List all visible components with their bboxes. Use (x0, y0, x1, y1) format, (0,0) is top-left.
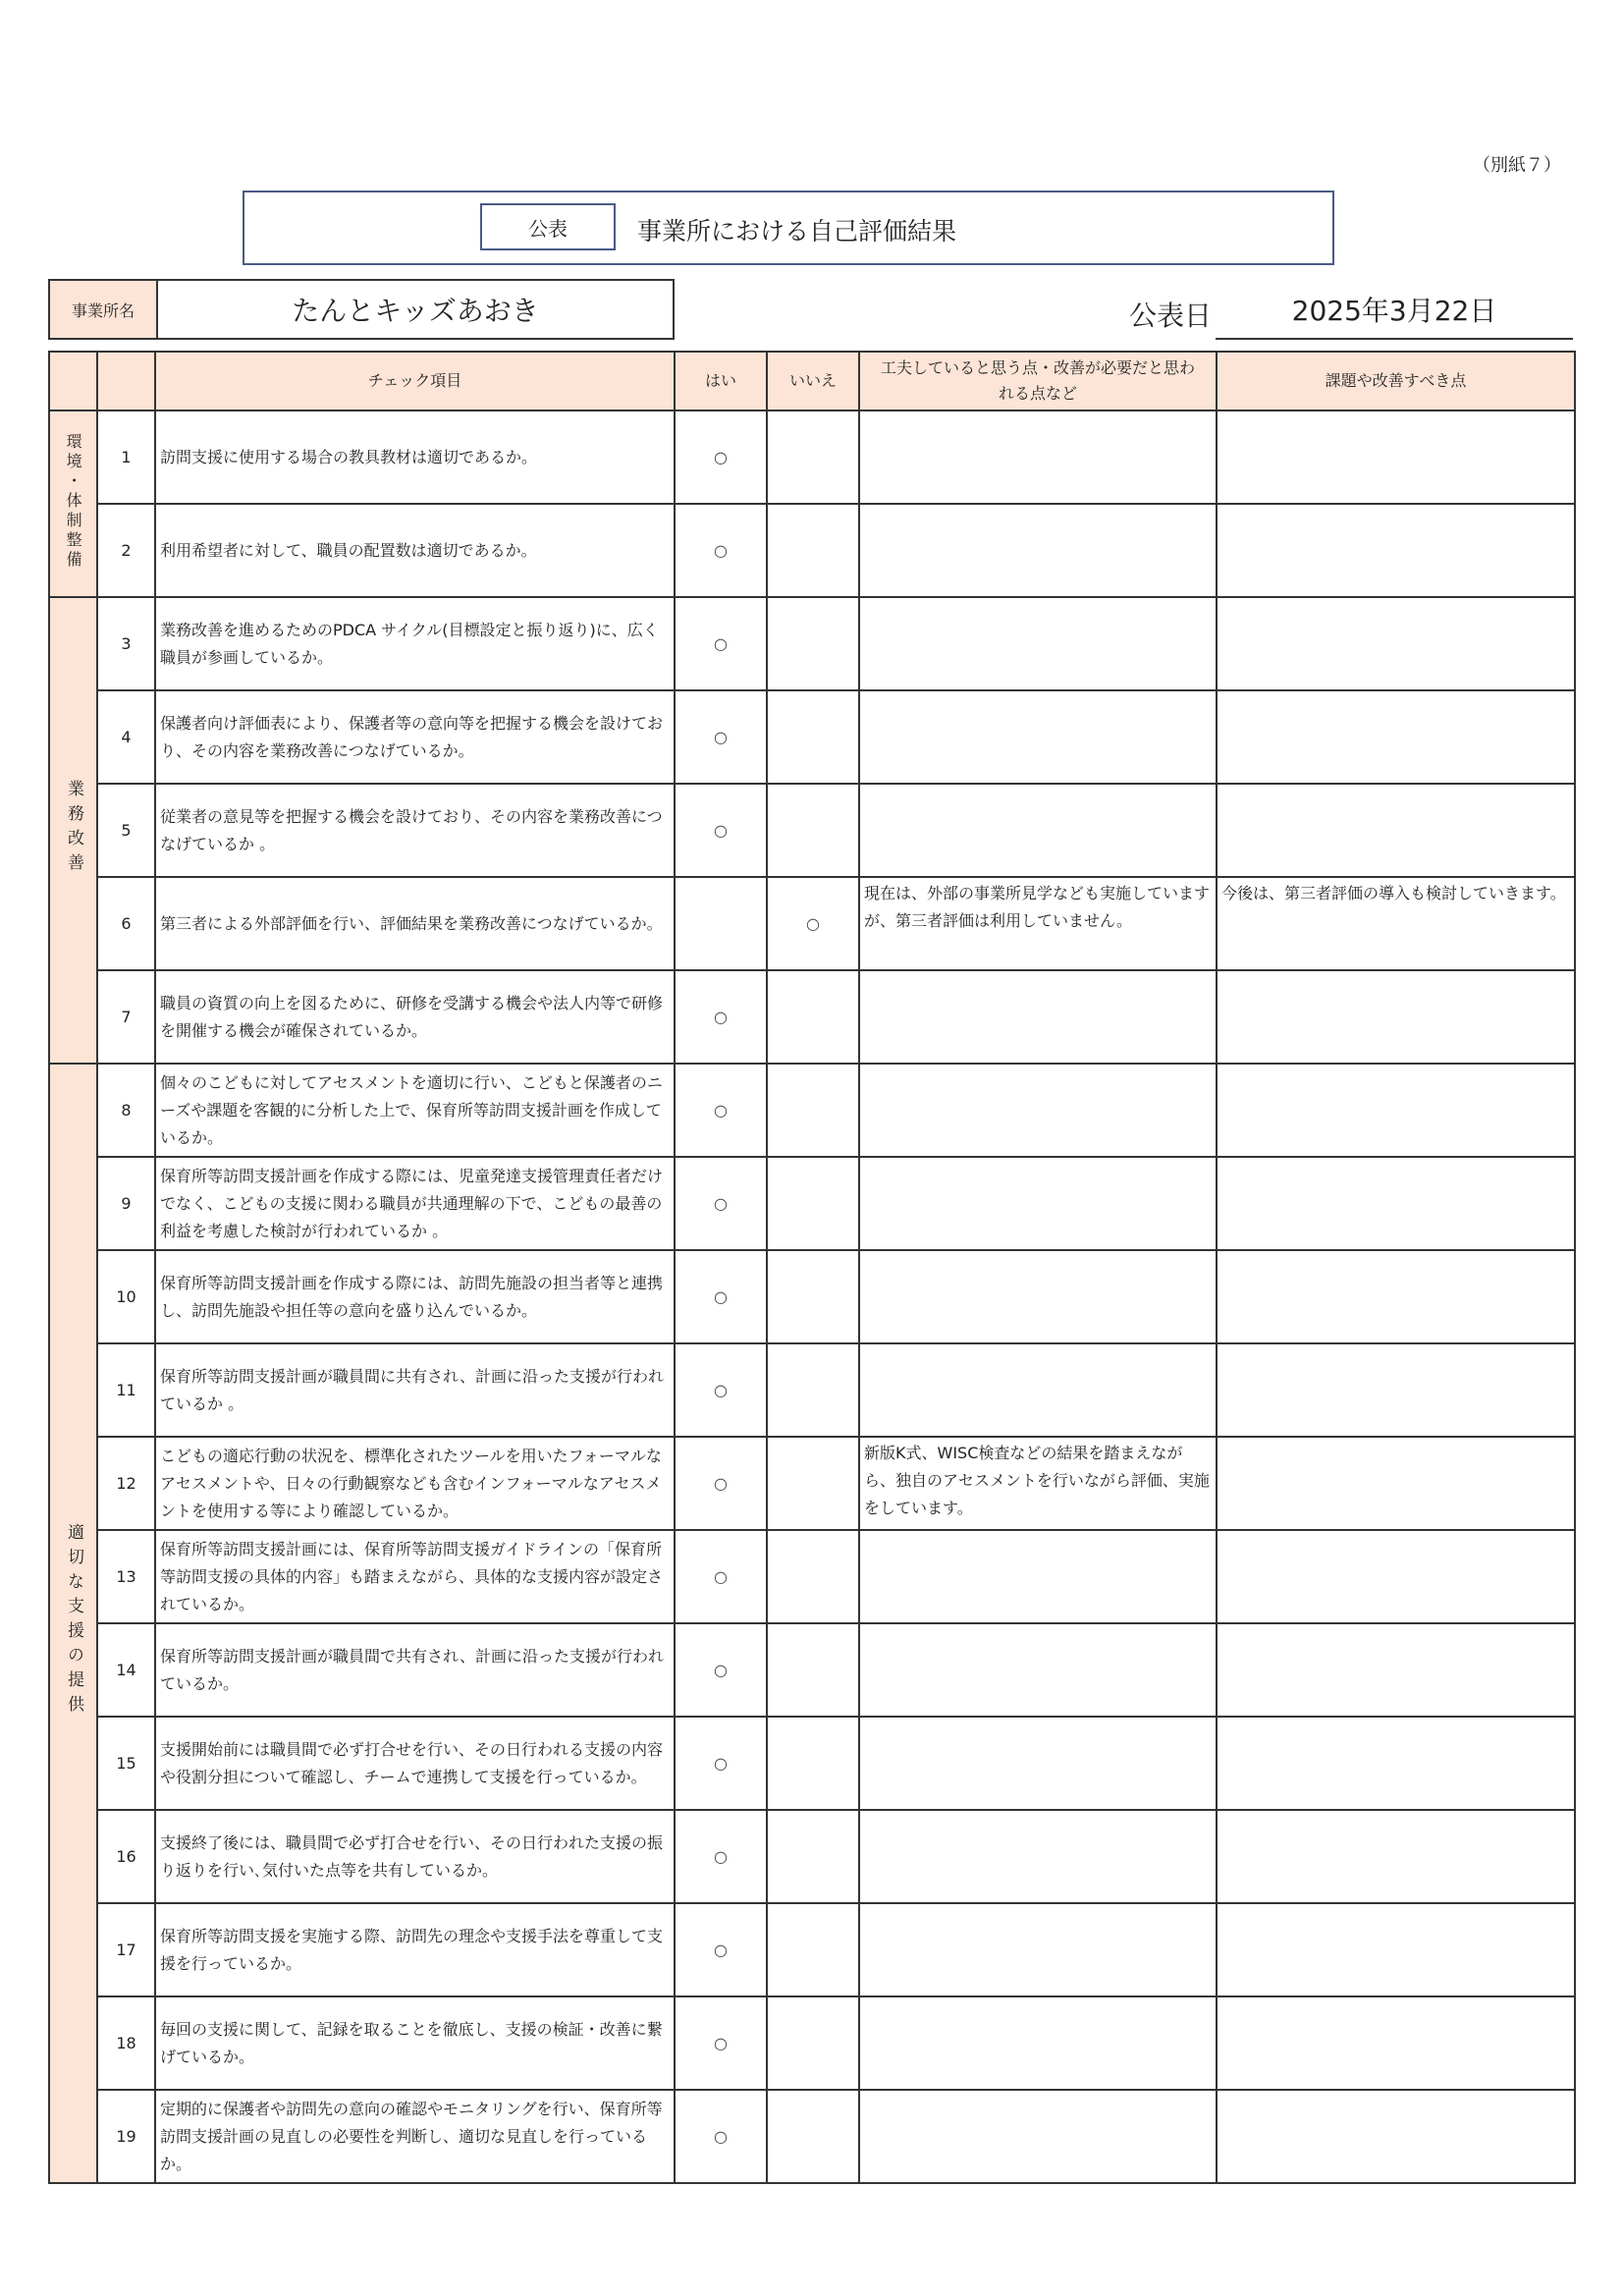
efforts-text (859, 1064, 1217, 1157)
issues-text (1217, 2090, 1575, 2183)
efforts-text (859, 1623, 1217, 1717)
no-mark (767, 410, 859, 504)
category-cell (49, 410, 97, 597)
check-item-text: 保育所等訪問支援計画を作成する際には、児童発達支援管理責任者だけでなく、こどもの支援に関わる職員が共通理解の下で、こどもの最善の利益を考慮した検討が行われているか 。 (155, 1157, 675, 1250)
no-mark (767, 1064, 859, 1157)
issues-text (1217, 1157, 1575, 1250)
issues-text (1217, 1343, 1575, 1437)
row-number: 19 (97, 2090, 155, 2183)
row-number: 5 (97, 784, 155, 877)
row-number: 14 (97, 1623, 155, 1717)
check-item-text: 支援終了後には、職員間で必ず打合せを行い、その日行われた支援の振り返りを行い､気付いた点等を共有しているか。 (155, 1810, 675, 1903)
yes-mark: ○ (675, 1810, 767, 1903)
page-title: 事業所における自己評価結果 (637, 217, 957, 246)
no-mark (767, 2090, 859, 2183)
no-mark (767, 1623, 859, 1717)
table-row (49, 1903, 1575, 1996)
office-name-table (48, 279, 675, 340)
row-number: 15 (97, 1717, 155, 1810)
yes-mark: ○ (675, 1250, 767, 1343)
office-name-value: たんとキッズあおき (157, 280, 674, 339)
check-item-text: 訪問支援に使用する場合の教具教材は適切であるか。 (155, 410, 675, 504)
yes-mark: ○ (675, 1343, 767, 1437)
table-row (49, 597, 1575, 690)
check-item-text: 保育所等訪問支援計画が職員間で共有され、計画に沿った支援が行われているか。 (155, 1623, 675, 1717)
header-yes: はい (675, 352, 767, 410)
table-row (49, 1437, 1575, 1530)
check-item-text: 第三者による外部評価を行い、評価結果を業務改善につなげているか。 (155, 877, 675, 970)
publication-date-value: 2025年3月22日 (1216, 285, 1573, 340)
no-mark (767, 970, 859, 1064)
efforts-text (859, 597, 1217, 690)
no-mark (767, 1717, 859, 1810)
row-number: 8 (97, 1064, 155, 1157)
table-row (49, 1530, 1575, 1623)
yes-mark: ○ (675, 1530, 767, 1623)
check-item-text: 業務改善を進めるためのPDCA サイクル(目標設定と振り返り)に、広く職員が参画しているか。 (155, 597, 675, 690)
efforts-text (859, 690, 1217, 784)
yes-mark: ○ (675, 1903, 767, 1996)
row-number: 6 (97, 877, 155, 970)
check-item-text: こどもの適応行動の状況を、標準化されたツールを用いたフォーマルなアセスメントや、日々の行動観察なども含むインフォーマルなアセスメントを使用する等により確認しているか。 (155, 1437, 675, 1530)
no-mark (767, 690, 859, 784)
table-row (49, 690, 1575, 784)
yes-mark: ○ (675, 1157, 767, 1250)
check-item-text: 定期的に保護者や訪問先の意向の確認やモニタリングを行い、保育所等訪問支援計画の見直しの必要性を判断し、適切な見直しを行っているか。 (155, 2090, 675, 2183)
yes-mark: ○ (675, 410, 767, 504)
issues-text (1217, 1810, 1575, 1903)
issues-text: 今後は、第三者評価の導入も検討していきます。 (1217, 877, 1575, 970)
yes-mark: ○ (675, 690, 767, 784)
efforts-text (859, 410, 1217, 504)
check-item-text: 利用希望者に対して、職員の配置数は適切であるか。 (155, 504, 675, 597)
no-mark (767, 1996, 859, 2090)
efforts-text (859, 504, 1217, 597)
yes-mark: ○ (675, 597, 767, 690)
table-row (49, 504, 1575, 597)
no-mark (767, 784, 859, 877)
table-row (49, 1623, 1575, 1717)
efforts-text (859, 2090, 1217, 2183)
yes-mark: ○ (675, 1437, 767, 1530)
header-check-item: チェック項目 (155, 352, 675, 410)
check-item-text: 従業者の意見等を把握する機会を設けており、その内容を業務改善につなげているか 。 (155, 784, 675, 877)
category-label: 業務改善 (63, 779, 83, 878)
no-mark (767, 1343, 859, 1437)
issues-text (1217, 1717, 1575, 1810)
issues-text (1217, 597, 1575, 690)
row-number: 16 (97, 1810, 155, 1903)
check-item-text: 保育所等訪問支援計画には、保育所等訪問支援ガイドラインの「保育所等訪問支援の具体的内容」も踏まえながら、具体的な支援内容が設定されているか。 (155, 1530, 675, 1623)
category-cell (49, 1064, 97, 2183)
table-row (49, 1157, 1575, 1250)
efforts-text (859, 1903, 1217, 1996)
row-number: 13 (97, 1530, 155, 1623)
check-item-text: 個々のこどもに対してアセスメントを適切に行い、こどもと保護者のニーズや課題を客観的に分析した上で、保育所等訪問支援計画を作成しているか。 (155, 1064, 675, 1157)
efforts-text: 新版K式、WISC検査などの結果を踏まえながら、独自のアセスメントを行いながら評価、実施をしています。 (859, 1437, 1217, 1530)
yes-mark: ○ (675, 504, 767, 597)
row-number: 1 (97, 410, 155, 504)
row-number: 18 (97, 1996, 155, 2090)
efforts-text: 現在は、外部の事業所見学なども実施していますが、第三者評価は利用していません。 (859, 877, 1217, 970)
office-name-label: 事業所名 (49, 280, 157, 339)
publication-date-label: 公表日 (1129, 300, 1213, 332)
row-number: 3 (97, 597, 155, 690)
yes-mark: ○ (675, 1064, 767, 1157)
table-header-row (49, 352, 1575, 410)
check-item-text: 保護者向け評価表により、保護者等の意向等を把握する機会を設けており、その内容を業務改善につなげているか。 (155, 690, 675, 784)
yes-mark: ○ (675, 1996, 767, 2090)
check-item-text: 保育所等訪問支援計画を作成する際には、訪問先施設の担当者等と連携し、訪問先施設や担任等の意向を盛り込んでいるか。 (155, 1250, 675, 1343)
check-item-text: 職員の資質の向上を図るために、研修を受講する機会や法人内等で研修を開催する機会が確保されているか。 (155, 970, 675, 1064)
evaluation-table (48, 351, 1576, 2184)
table-row (49, 1996, 1575, 2090)
no-mark (767, 1810, 859, 1903)
row-number: 12 (97, 1437, 155, 1530)
row-number: 9 (97, 1157, 155, 1250)
table-row (49, 1717, 1575, 1810)
header-no: いいえ (767, 352, 859, 410)
efforts-text (859, 1810, 1217, 1903)
issues-text (1217, 970, 1575, 1064)
table-row (49, 1343, 1575, 1437)
table-row (49, 1064, 1575, 1157)
efforts-text (859, 970, 1217, 1064)
check-item-text: 支援開始前には職員間で必ず打合せを行い、その日行われる支援の内容や役割分担について確認し、チームで連携して支援を行っているか。 (155, 1717, 675, 1810)
efforts-text (859, 1996, 1217, 2090)
no-mark (767, 1903, 859, 1996)
header-category (49, 352, 97, 410)
table-row (49, 410, 1575, 504)
row-number: 17 (97, 1903, 155, 1996)
header-issues: 課題や改善すべき点 (1217, 352, 1575, 410)
efforts-text (859, 1717, 1217, 1810)
issues-text (1217, 1996, 1575, 2090)
title-box (243, 191, 1334, 265)
no-mark (767, 1250, 859, 1343)
table-row (49, 1250, 1575, 1343)
yes-mark: ○ (675, 2090, 767, 2183)
no-mark (767, 1530, 859, 1623)
row-number: 11 (97, 1343, 155, 1437)
efforts-text (859, 1530, 1217, 1623)
category-label: 適切な支援の提供 (63, 1523, 83, 1720)
row-number: 7 (97, 970, 155, 1064)
yes-mark (675, 877, 767, 970)
yes-mark: ○ (675, 1623, 767, 1717)
check-item-text: 毎回の支援に関して、記録を取ることを徹底し、支援の検証・改善に繋げているか。 (155, 1996, 675, 2090)
yes-mark: ○ (675, 970, 767, 1064)
table-row (49, 1810, 1575, 1903)
header-number (97, 352, 155, 410)
table-row (49, 784, 1575, 877)
efforts-text (859, 784, 1217, 877)
row-number: 2 (97, 504, 155, 597)
issues-text (1217, 1903, 1575, 1996)
no-mark (767, 1157, 859, 1250)
efforts-text (859, 1343, 1217, 1437)
issues-text (1217, 1250, 1575, 1343)
yes-mark: ○ (675, 1717, 767, 1810)
category-cell (49, 597, 97, 1064)
issues-text (1217, 784, 1575, 877)
issues-text (1217, 690, 1575, 784)
issues-text (1217, 1623, 1575, 1717)
form-number-label: （別紙７） (1473, 155, 1561, 176)
efforts-text (859, 1250, 1217, 1343)
no-mark (767, 504, 859, 597)
issues-text (1217, 1437, 1575, 1530)
publication-badge: 公表 (480, 203, 616, 250)
check-item-text: 保育所等訪問支援計画が職員間に共有され、計画に沿った支援が行われているか 。 (155, 1343, 675, 1437)
header-efforts: 工夫していると思う点・改善が必要だと思われる点など (859, 352, 1217, 410)
row-number: 10 (97, 1250, 155, 1343)
issues-text (1217, 410, 1575, 504)
no-mark (767, 597, 859, 690)
table-row (49, 970, 1575, 1064)
category-label: 環境・体制整備 (64, 433, 83, 571)
no-mark: ○ (767, 877, 859, 970)
issues-text (1217, 504, 1575, 597)
issues-text (1217, 1530, 1575, 1623)
efforts-text (859, 1157, 1217, 1250)
table-row (49, 877, 1575, 970)
issues-text (1217, 1064, 1575, 1157)
check-item-text: 保育所等訪問支援を実施する際、訪問先の理念や支援手法を尊重して支援を行っているか。 (155, 1903, 675, 1996)
yes-mark: ○ (675, 784, 767, 877)
table-row (49, 2090, 1575, 2183)
row-number: 4 (97, 690, 155, 784)
no-mark (767, 1437, 859, 1530)
